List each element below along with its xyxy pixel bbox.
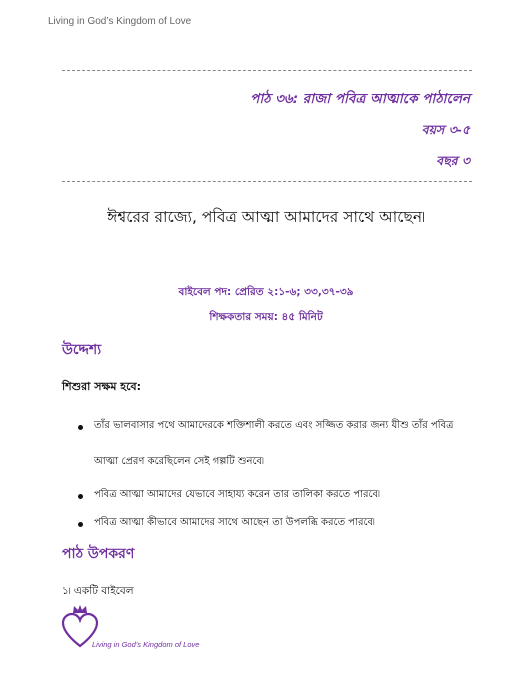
teaching-time: শিক্ষকতার সময়: ৪৫ মিনিট bbox=[209, 311, 323, 323]
material-item-1: ১৷ একটি বাইবেল bbox=[62, 585, 134, 597]
running-header: Living in God’s Kingdom of Love bbox=[48, 16, 192, 27]
top-divider bbox=[62, 70, 472, 71]
age-range: বয়স ৩-৫ bbox=[421, 122, 470, 137]
bottom-divider bbox=[62, 181, 472, 182]
materials-heading: পাঠ উপকরণ bbox=[62, 546, 135, 562]
objective-item-2: পবিত্র আত্মা আমাদের যেভাবে সাহায্য করেন তার তালিকা করতে পারবে৷ bbox=[94, 489, 380, 500]
lesson-theme: ঈশ্বরের রাজ্যে, পবিত্র আত্মা আমাদের সাথে আছেন৷ bbox=[107, 208, 425, 226]
bullet-marker bbox=[78, 522, 83, 527]
objective-item-1-line-2: আত্মা প্রেরণ করেছিলেন সেই গল্পটি শুনবে৷ bbox=[94, 456, 264, 467]
bullet-marker bbox=[78, 425, 83, 430]
bible-passage: বাইবেল পদ: প্রেরিত ২:১-৬; ৩৩,৩৭-৩৯ bbox=[178, 286, 354, 298]
objective-item-1-line-1: তাঁর ভালবাসার পথে আমাদেরকে শক্তিশালী করতে এবং সজ্জিত করার জন্য যীশু তাঁর পবিত্র bbox=[94, 420, 454, 431]
objective-item-3: পবিত্র আত্মা কীভাবে আমাদের সাথে আছেন তা উপলব্ধি করতে পারবে৷ bbox=[94, 517, 375, 528]
footer-brand-text: Living in God’s Kingdom of Love bbox=[92, 640, 200, 649]
year-label: বছর ৩ bbox=[436, 153, 470, 168]
objectives-heading: উদ্দেশ্য bbox=[62, 342, 102, 358]
lesson-title: পাঠ ৩৬: রাজা পবিত্র আত্মাকে পাঠালেন bbox=[250, 91, 470, 107]
bullet-marker bbox=[78, 494, 83, 499]
objectives-subheading: শিশুরা সক্ষম হবে: bbox=[62, 380, 142, 393]
